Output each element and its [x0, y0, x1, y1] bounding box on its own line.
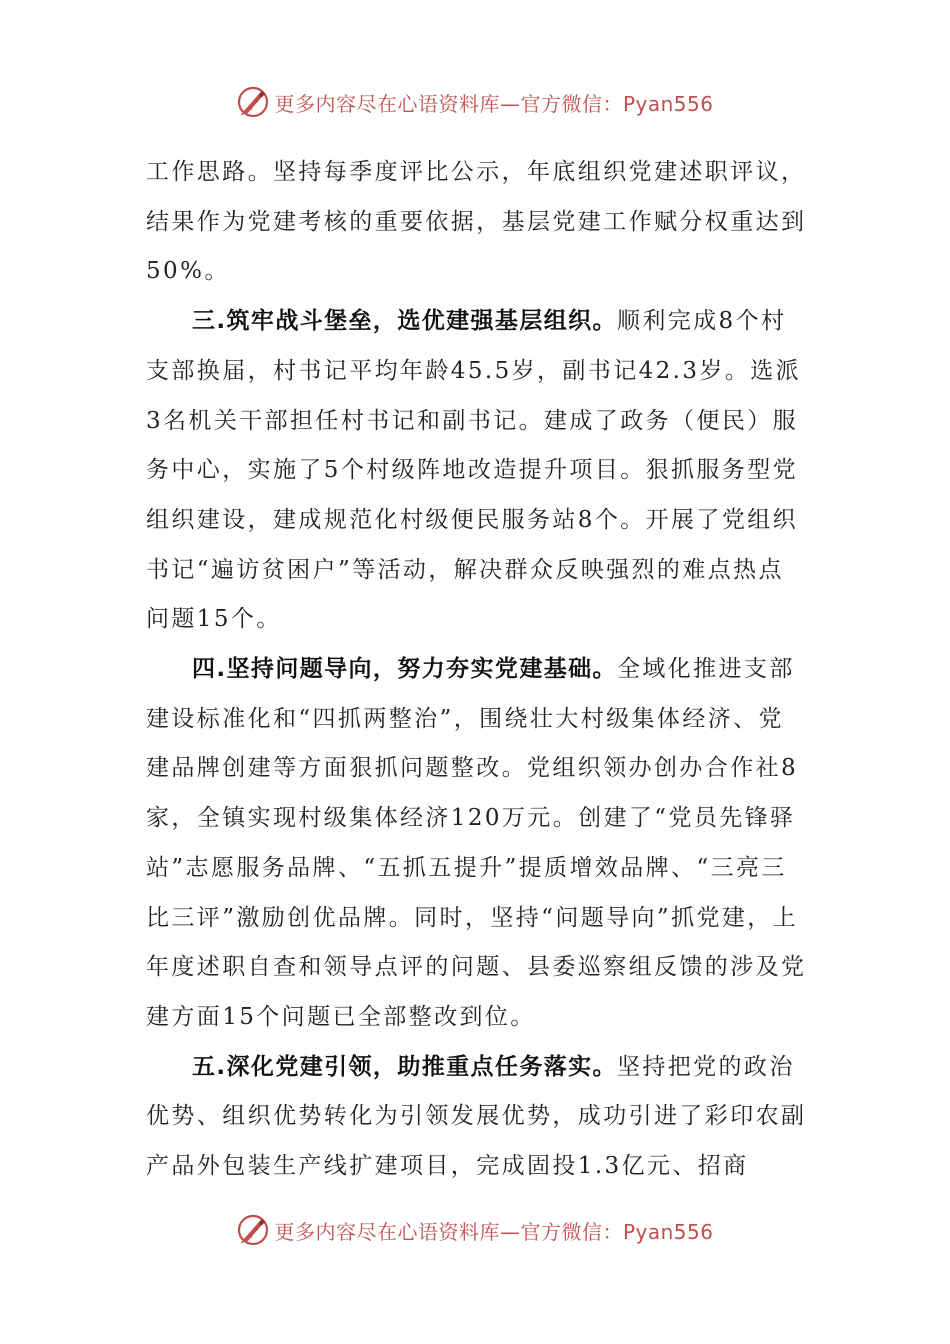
watermark-text: 更多内容尽在心语资料库—官方微信：Pyan556 [274, 1219, 714, 1244]
paragraph-body: 坚持把党的政治优势、组织优势转化为引领发展优势，成功引进了彩印农副产品外包装生产线扩建项目，完成固投1.3亿元、招商 [146, 1053, 807, 1180]
pen-circle-logo-icon [236, 85, 270, 119]
document-body [146, 148, 808, 1192]
top-watermark [0, 82, 950, 122]
bottom-watermark [0, 1210, 950, 1250]
paragraph-section-5 [146, 1043, 808, 1192]
paragraph-continued [146, 148, 808, 297]
section-heading: 五.深化党建引领，助推重点任务落实。 [192, 1053, 617, 1080]
paragraph-body: 全域化推进支部建设标准化和“四抓两整治”，围绕壮大村级集体经济、党建品牌创建等方面狠抓问题整改。党组织领办创办合作社8家，全镇实现村级集体经济120万元。创建了“党员先锋驿站”志愿服务品牌、“五抓五提升”提质增效品牌、“三亮三比三评”激励创优品牌。同时，坚持“问题导向”抓党建，上年度述职自查和领导点评的问题、县委巡察组反馈的涉及党建方面15个问题已全部整改到位。 [146, 656, 807, 1030]
paragraph-body: 顺利完成8个村支部换届，村书记平均年龄45.5岁，副书记42.3岁。选派3名机关干部担任村书记和副书记。建成了政务（便民）服务中心，实施了5个村级阵地改造提升项目。狠抓服务型党组织建设，建成规范化村级便民服务站8个。开展了党组织书记“遍访贫困户”等活动，解决群众反映强烈的难点热点问题15个。 [146, 308, 802, 633]
pen-circle-logo-icon [236, 1213, 270, 1247]
paragraph-section-4 [146, 645, 808, 1043]
section-heading: 三.筑牢战斗堡垒，选优建强基层组织。 [192, 308, 617, 335]
paragraph-section-3 [146, 297, 808, 645]
paragraph-body: 工作思路。坚持每季度评比公示，年底组织党建述职评议，结果作为党建考核的重要依据，基层党建工作赋分权重达到50%。 [146, 159, 807, 285]
section-heading: 四.坚持问题导向，努力夯实党建基础。 [192, 656, 617, 683]
watermark-text: 更多内容尽在心语资料库—官方微信：Pyan556 [274, 91, 714, 116]
